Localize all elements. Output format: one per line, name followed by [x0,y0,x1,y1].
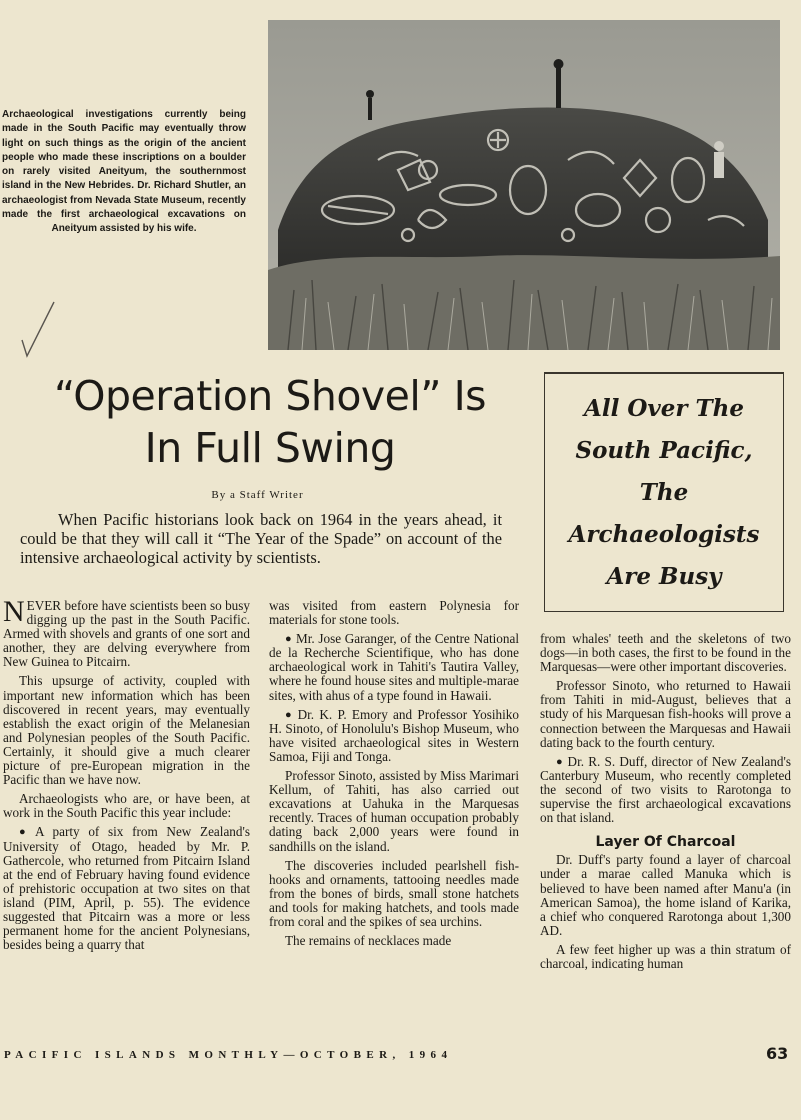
paragraph: from whales' teeth and the skeletons of two dogs—in both cases, the first to be found in the Marquesas—were other important discoveries. [540,631,791,675]
article-column-3 [540,632,791,976]
sidebar-line: Are Busy [606,563,722,590]
intro-paragraph: When Pacific historians look back on 1964 in the years ahead, it could be that they will call it “The Year of the Spade” on account of the intensive archaeological activity by scientists. [20,510,502,567]
sidebar-line: All Over The [584,395,744,422]
paragraph: Archaeologists who are, or have been, at work in the South Pacific this year include: [3,791,250,821]
paragraph: The discoveries included pearlshell fish-hooks and ornaments, tattooing needles made from the bones of birds, small stone hatchets and tools for making hatchets, and tools made from coral and the spikes of sea urchins. [269,857,519,929]
subheading: Layer Of Charcoal [595,834,736,851]
sidebar-line: Archaeologists [568,521,760,548]
paragraph-text: Mr. Jose Garanger, of the Centre National de la Recherche Scientifique, who has done archaeological work in Tahiti's Tautira Valley, where he found house sites and multiple-marae sites, with ahus of a type found in Hawaii. [269,631,519,703]
paragraph [540,755,791,825]
pen-mark [18,298,58,358]
headline [0,370,540,474]
byline: By a Staff Writer [211,489,304,501]
headline-line-2: In Full Swing [144,424,396,472]
boulder-photo-graphic [268,20,780,350]
paragraph [269,632,519,702]
paragraph-text: Dr. R. S. Duff, director of New Zealand's Canterbury Museum, who recently completed the second of two visits to Rarotonga to supervise the first archaeological excavations on that island. [540,753,791,826]
page-footer: PACIFIC ISLANDS MONTHLY—OCTOBER, 1964 [4,1049,453,1061]
paragraph-text: A party of six from New Zealand's University of Otago, headed by Mr. P. Gathercole, who returned from Pitcairn Island at the end of February having found evidence of prehistoric occupation at two sites on that island (PIM, April, p. 55). The evidence suggested that Pitcairn was a more or less permanent home for the ancient Polynesians, besides being a quarry that [3,824,250,953]
drop-cap: N [3,595,25,628]
bullet-icon: ● [285,708,294,721]
bullet-icon: ● [285,633,293,646]
article-column-2 [269,599,519,953]
paragraph [269,708,519,764]
paragraph: Professor Sinoto, assisted by Miss Marimari Kellum, of Tahiti, has also carried out excavations at Uahuka in the Marquesas recently. Traces of human occupation probably dating back 2,000 years were found in sandhills on the island. [269,768,519,854]
article-column-1 [3,595,250,957]
paragraph: Dr. Duff's party found a layer of charcoal under a marae called Manuka which is believed to have been named after Manu'a (in American Samoa), the home island of Karika, a chief who conquered Rarotonga about 1,300 AD. [540,852,791,938]
page-number: 63 [766,1044,789,1063]
paragraph: was visited from eastern Polynesia for materials for stone tools. [269,598,519,628]
paragraph-text: Dr. K. P. Emory and Professor Yosihiko H. Sinoto, of Honolulu's Bishop Museum, who have visited archaeological sites in Western Samoa, Fiji and Tonga. [269,706,519,764]
paragraph-text: EVER before have scientists been so busy digging up the past in the South Pacific. Armed with shovels and grants of one sort and another, they are delving everywhere from New Guinea to Pitcairn. [3,598,250,670]
boulder-photo [268,20,780,350]
bullet-icon: ● [19,826,32,839]
sidebar-line: The [639,479,689,506]
paragraph: A few feet higher up was a thin stratum of charcoal, indicating human [540,941,791,971]
paragraph [3,825,250,952]
headline-line-1: “Operation Shovel” Is [53,372,487,420]
paragraph [3,595,250,670]
sidebar-line: South Pacific, [575,437,753,464]
paragraph: The remains of necklaces made [285,933,452,949]
paragraph: Professor Sinoto, who returned to Hawaii from Tahiti in mid-August, believes that a study of his Marquesan fish-hooks will prove a connection between the Marquesas and Hawaii dating back to the fourth century. [540,678,791,750]
bullet-icon: ● [556,755,564,768]
sidebar-box [544,372,784,612]
photo-caption: Archaeological investigations currently being made in the South Pacific may eventually throw light on such things as the origin of the ancient people who made these inscriptions on a boulder on rarely visited Aneityum, the southernmost island in the New Hebrides. Dr. Richard Shutler, an archaeologist from Nevada State Museum, recently made the first archaeological excavations on Aneityum assisted by his wife. [2,109,246,235]
paragraph: This upsurge of activity, coupled with important new information which has been discovered in recent years, may eventually establish the exact origin of the Melanesian and Polynesian peoples of the South Pacific. Certainly, it should give a much clearer picture of pre-European migration in the Pacific than we have now. [3,673,250,788]
